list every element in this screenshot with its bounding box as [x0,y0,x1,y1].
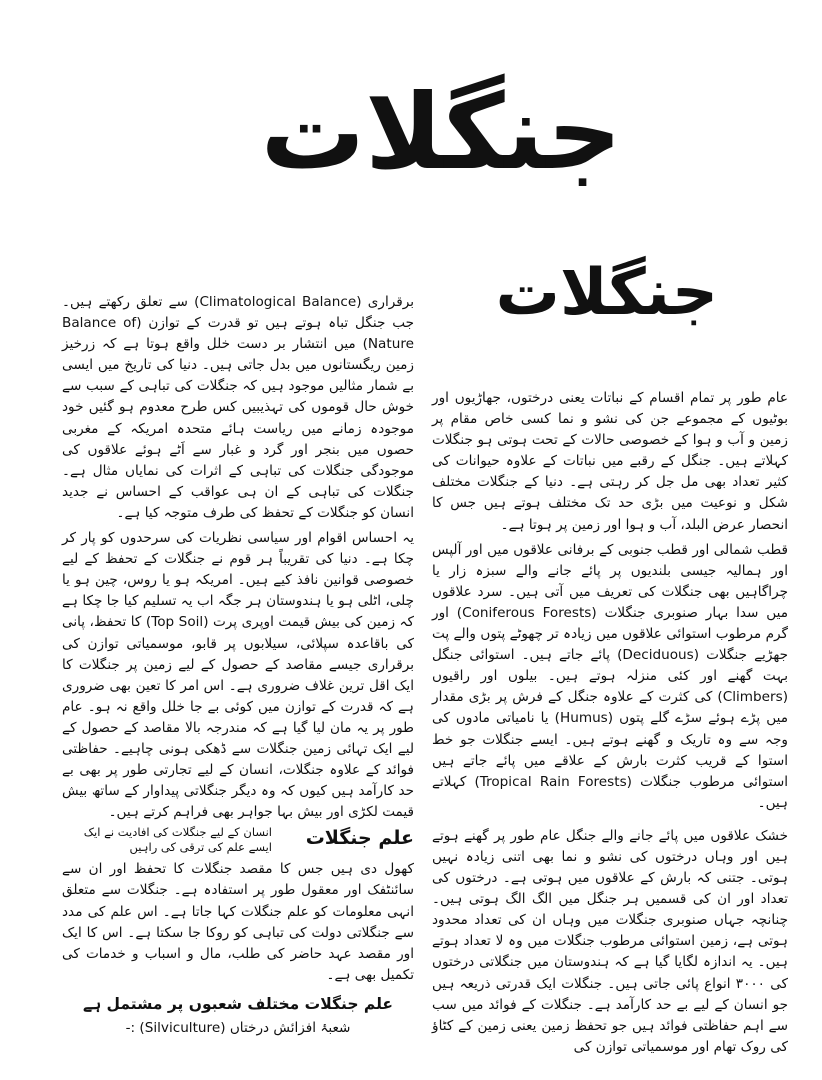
closing-heading: علم جنگلات مختلف شعبوں پر مشتمل ہے [83,994,393,1013]
right-column [432,388,788,1058]
right-paragraph-2: قطب شمالی اور قطب جنوبی کے برفانی علاقوں میں اور آلپس اور ہمالیہ جیسی بلندیوں پر پائے جانے والے سبزہ زار یا چراگاہیں بھی جنگلات کی تعریف میں آتی ہیں۔ سرد علاقوں میں سدا بہار صنوبری جنگلات (Coniferous Forests) اور گرم مرطوب استوائی علاقوں میں زیادہ تر چھوٹے پتوں والے پت جھڑیے جنگلات (Deciduous) پائے جاتے ہیں۔ استوائی جنگل بہت گھنے اور کئی منزلہ ہوتے ہیں۔ بیلوں اور راقیوں (Climbers) کی کثرت کے علاوہ جنگل کے فرش پر بڑی مقدار میں پڑے ہوئے سڑے گلے پتوں (Humus) یا نامیاتی مادوں کی وجہ سے وہ تاریک و گھنے ہوتے ہیں۔ ایسے جنگلات جو خط استوا کے قریب کثرت بارش کے علاقے میں پائے جاتے ہیں استوائی مرطوب جنگلات (Tropical Rain Forests) کہلاتے ہیں۔ [432,541,789,811]
section-heading: علم جنگلات [305,827,414,850]
closing-subheading: شعبۂ افزائش درختاں (Silviculture) :- [125,1019,351,1036]
left-column [62,292,414,1039]
left-paragraph-2: یہ احساس اقوام اور سیاسی نظریات کی سرحدوں کو پار کر چکا ہے۔ دنیا کی تقریباً ہر قوم نے جنگلات کے تحفظ کے لیے خصوصی قوانین نافذ کیے ہیں۔ امریکہ ہو یا روس، چین ہو یا چلی، اٹلی ہو یا ہندوستان ہر جگہ اب یہ تسلیم کیا جا چکا ہے کہ زمین کی بیش قیمت اوپری پرت (Top Soil) کا تحفظ، پانی کی باقاعدہ سپلائی، سیلابوں پر قابو، موسمیاتی توازن کی برقراری جیسے مقاصد کے حصول کے لیے زمین پر جنگلات کا ایک اقل ترین غلاف ضروری ہے۔ اس امر کا تعین بھی ضروری ہے کہ قدرت کے توازن میں کوئی بے جا خلل واقع نہ ہو۔ عام طور پر یہ مان لیا گیا ہے کہ مندرجہ بالا مقاصد کے حصول کے لیے ایک تہائی زمین جنگلات سے ڈھکی ہونی چاہیے۔ حفاظتی فوائد کے علاوہ جنگلات، انسان کے لیے تجارتی طور پر بھی بے حد کارآمد ہیں کیوں کہ وہ دیگر جنگلاتی پیداوار کے ساتھ بیش قیمت لکڑی اور بیش بہا جواہر بھی فراہم کرتے ہیں۔ [62,530,414,821]
right-paragraph-3: خشک علاقوں میں پائے جانے والے جنگل عام طور پر گھنے ہوتے ہیں اور وہاں درختوں کی نشو و نما بھی اتنی زیادہ نہیں ہوتی۔ جتنی کہ بارش کے علاقوں میں ہوتی ہے۔ درختوں کی تعداد اور ان کی قسمیں ہر جنگل میں الگ الگ ہوتی ہیں۔ چنانچہ جہاں صنوبری جنگلات میں وہاں ان کی تعداد محدود ہوتی ہے، زمین استوائی مرطوب جنگلات میں وہ لا تعداد ہوتے ہیں۔ یہ اندازہ لگایا گیا ہے کہ ہندوستان میں جنگلاتی درختوں کی ۳۰۰۰ انواع پائی جاتی ہیں۔ جنگلات ایک قدرتی ذریعہ ہیں جو انسان کے لیے بے حد کارآمد ہے۔ جنگلات کے فوائد میں سب سے اہم حفاظتی فوائد ہیں جو تحفظ زمین یعنی زمین کے کٹاؤ کی روک تھام اور موسمیاتی توازن کی [432,827,788,1055]
section-note: انسان کے لیے جنگلات کی افادیت نے ایک ایسے علم کی ترقی کی راہیں [83,825,272,855]
section-heading-row [62,825,414,855]
section-title: جنگلات [495,256,718,330]
left-paragraph-1: برقراری (Climatological Balance) سے تعلق رکھتے ہیں۔ جب جنگل تباہ ہوتے ہیں تو قدرت کے توازن (Balance of Nature) میں انتشار بر دست خلل واقع ہوتا ہے کہ زرخیز زمین ریگستانوں میں بدل جاتی ہیں۔ دنیا کی تاریخ میں ایسی بے شمار مثالیں موجود ہیں کہ جنگلات کی تباہی کے سبب سے خوش حال قوموں کی تہذیبیں کس طرح معدوم ہو گئیں خود موجودہ زمانے میں ریاست ہائے متحدہ امریکہ کے مغربی حصوں میں بنجر اور گرد و غبار سے اَٹے ہوئے علاقوں کی موجودگی جنگلات کی تباہی کے اثرات کی نمایاں مثال ہے۔ جنگلات کی تباہی کے ان ہی عواقب کے احساس نے جدید انسان کو جنگلات کے تحفظ کی طرف متوجہ کیا ہے۔ [62,294,415,521]
right-paragraph-1: عام طور پر تمام اقسام کے نباتات یعنی درختوں، جھاڑیوں اور بوٹیوں کے مجموعے جن کی نشو و نما کسی خاص مقام پر زمین و آب و ہوا کے خصوصی حالات کے تحت ہوتی ہو جنگلات کہلاتے ہیں۔ جنگل کے رقبے میں نباتات کے علاوہ حیوانات کی کثیر تعداد بھی مل جل کر رہتی ہے۔ دنیا کے جنگلات مختلف شکل و نوعیت میں بڑی حد تک مختلف ہوتے ہیں جس کا انحصار عرض البلد، آب و ہوا اور زمین پر ہوتا ہے۔ [432,390,788,533]
left-paragraph-3: کھول دی ہیں جس کا مقصد جنگلات کا تحفظ اور ان سے سائنٹفک اور معقول طور پر استفادہ ہے۔ جنگلات سے متعلق انہی معلومات کو علم جنگلات کہا جاتا ہے۔ اس علم کی مدد سے جنگلاتی دولت کی تباہی کو روکا جا سکتا ہے۔ اس کا ایک اور مقصد عہد حاضر کی طلب، مال و اسباب و خدمات کی تکمیل بھی ہے۔ [62,861,414,983]
page-title: جنگلات [260,71,622,193]
